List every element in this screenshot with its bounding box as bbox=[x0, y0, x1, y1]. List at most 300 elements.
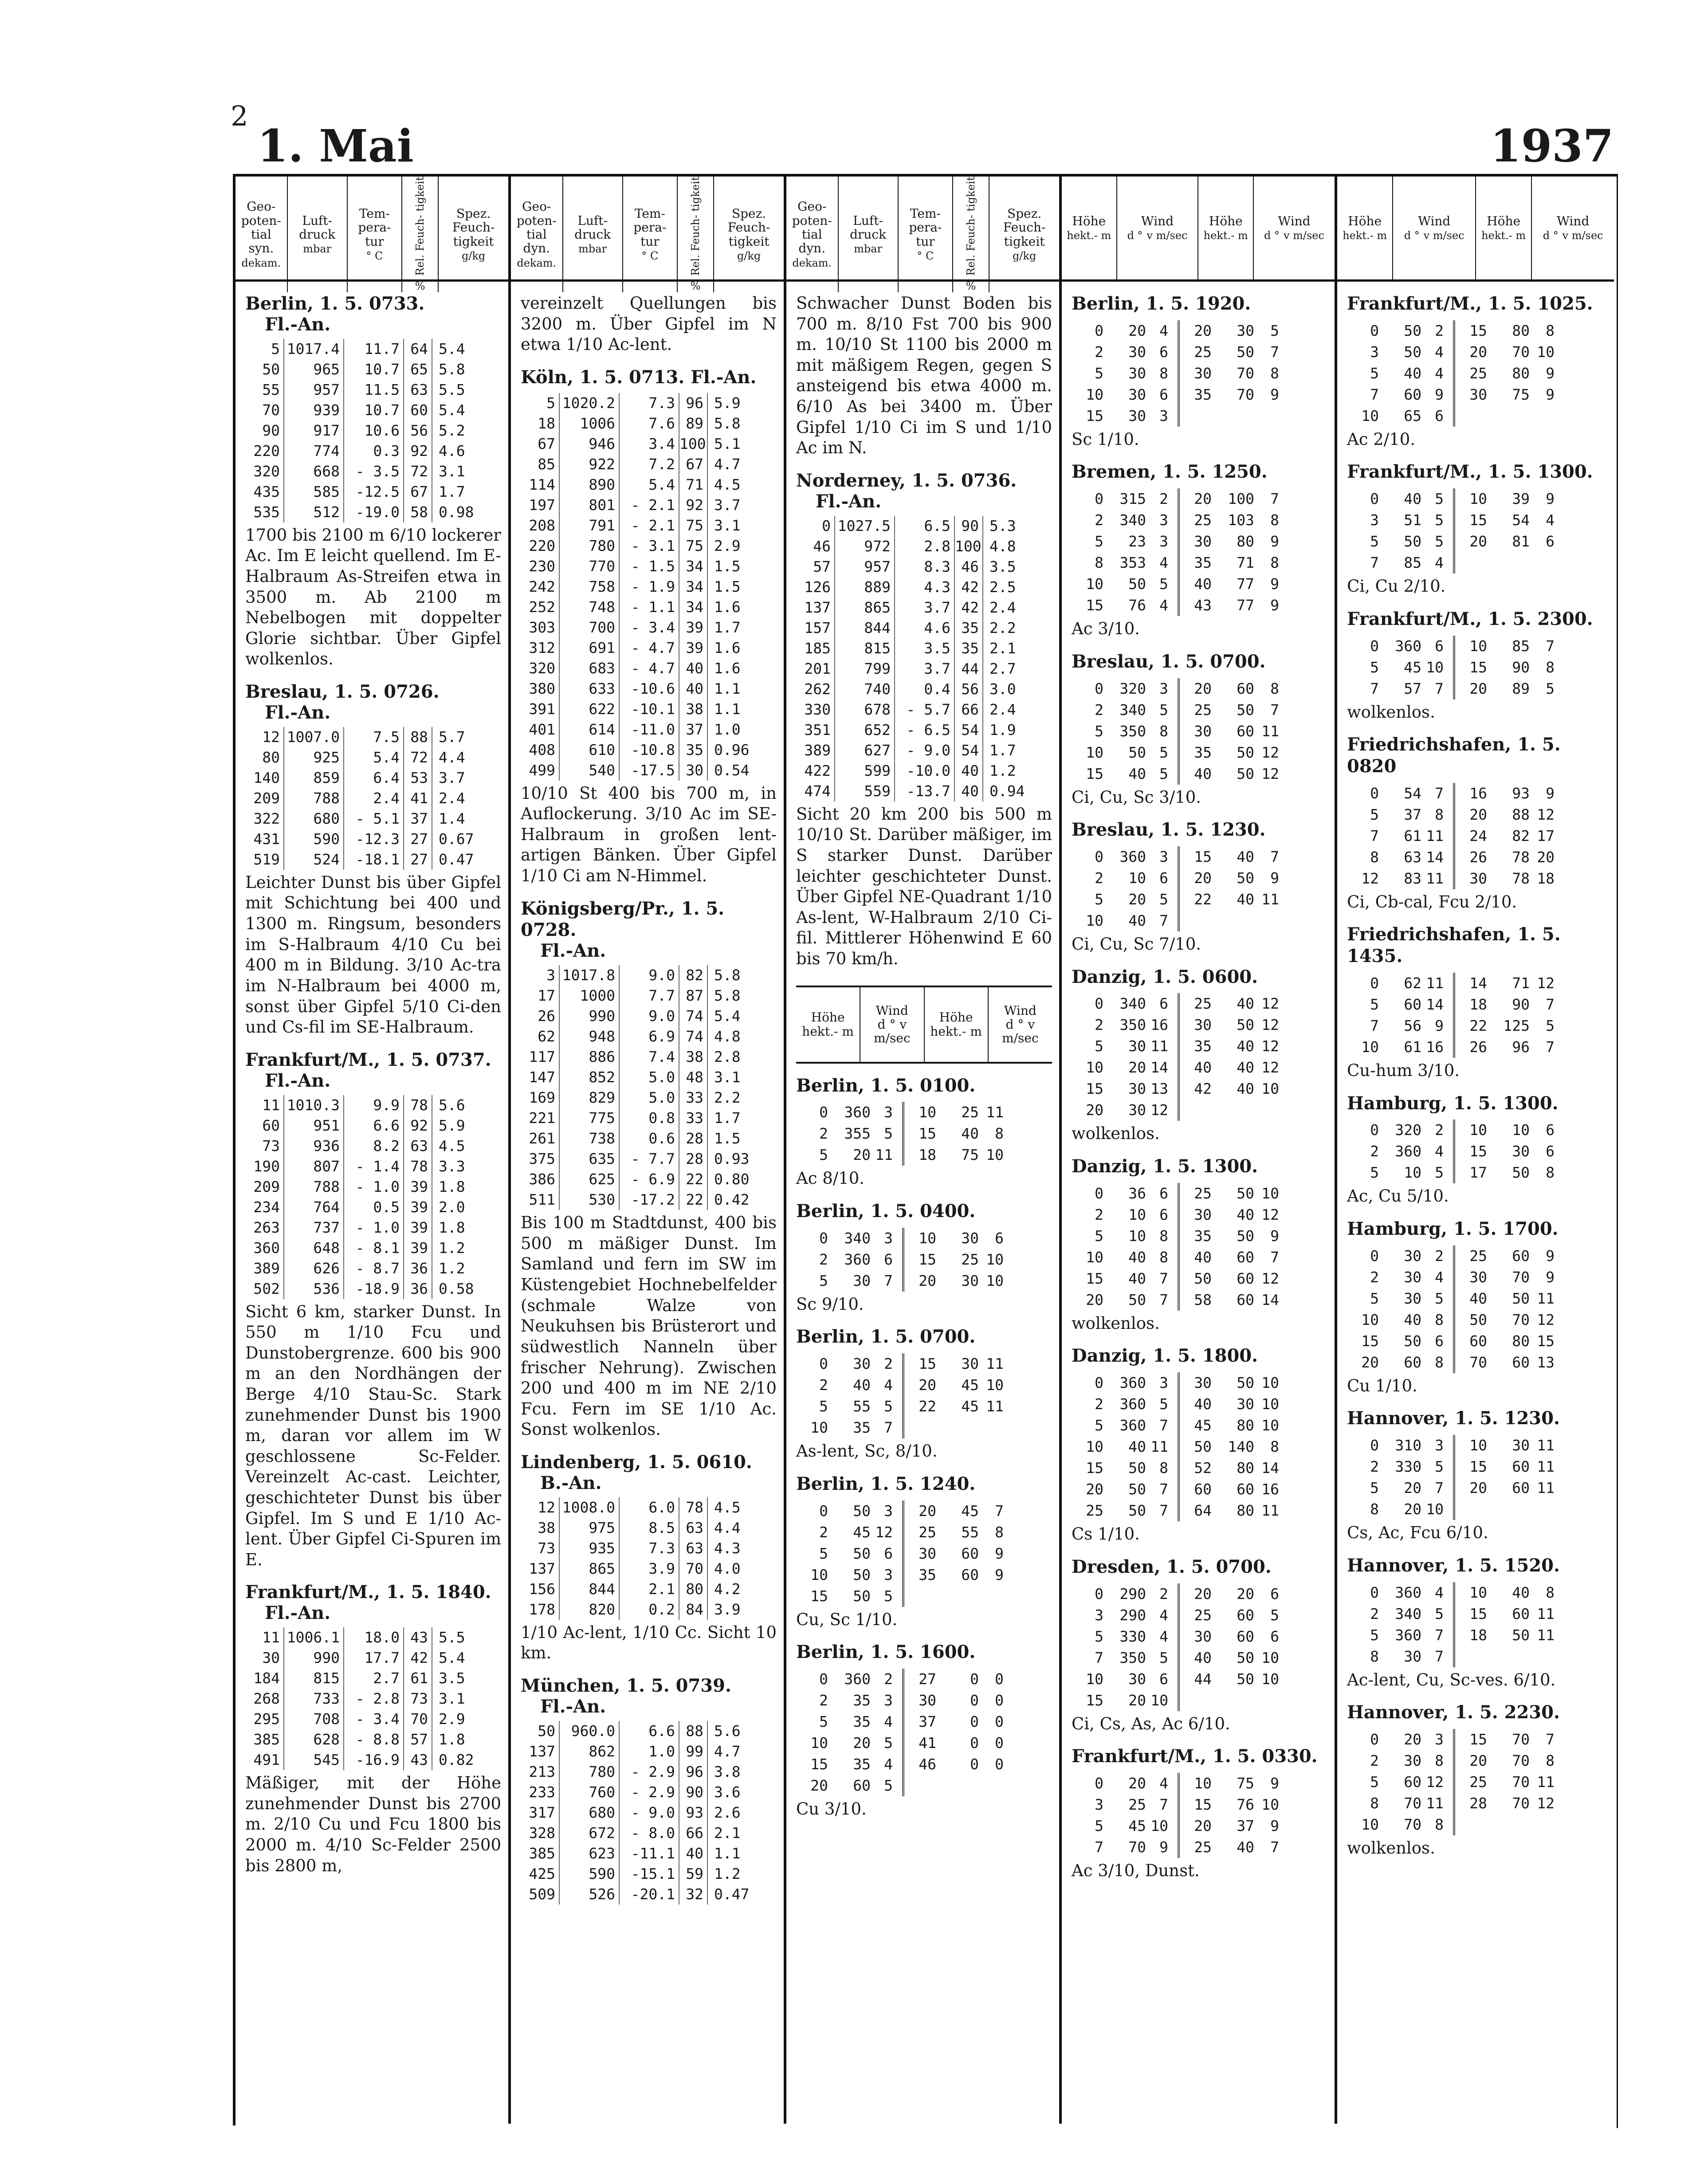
wind-cell: 3 bbox=[1159, 1374, 1168, 1392]
wind-cell: 5 bbox=[884, 1125, 893, 1143]
wind-divider bbox=[1168, 405, 1180, 427]
column-4 bbox=[1062, 177, 1335, 2124]
table-cell: 60 bbox=[404, 400, 432, 420]
wind-cell: 140 bbox=[1228, 1438, 1254, 1456]
wind-cell: 20 bbox=[1361, 1353, 1379, 1371]
wind-cell: 40 bbox=[1404, 364, 1421, 382]
station-title: Frankfurt/M., 1. 5. 0330. bbox=[1072, 1746, 1318, 1767]
wind-cell: 0 bbox=[1095, 848, 1103, 866]
wind-cell: 15 bbox=[919, 1125, 936, 1143]
table-cell: 4.3 bbox=[895, 577, 955, 597]
station-note: Ci, Cs, As, Ac 6/10. bbox=[1072, 1714, 1230, 1733]
wind-cell: 3 bbox=[1159, 680, 1168, 697]
table-cell: 2.7 bbox=[344, 1668, 404, 1689]
wind-cell: 52 bbox=[1194, 1459, 1212, 1477]
table-cell: 48 bbox=[679, 1067, 708, 1088]
table-cell: 7.3 bbox=[620, 393, 679, 413]
wind-cell: 35 bbox=[1194, 1037, 1212, 1055]
wind-cell: 80 bbox=[1237, 533, 1254, 550]
wind-cell: 2 bbox=[1435, 1247, 1444, 1265]
table-cell: 87 bbox=[679, 986, 708, 1006]
wind-cell: 25 bbox=[1469, 364, 1487, 382]
station-title: München, 1. 5. 0739. bbox=[521, 1675, 731, 1696]
wind-cell: 0 bbox=[819, 1502, 828, 1520]
wind-divider bbox=[893, 1732, 904, 1754]
table-cell: - 4.7 bbox=[620, 658, 679, 679]
wind-cell: 8 bbox=[1270, 554, 1279, 572]
wind-table bbox=[1347, 973, 1607, 1058]
wind-cell: 70 bbox=[1512, 1731, 1530, 1748]
wind-divider bbox=[1444, 868, 1455, 889]
table-cell: 30 bbox=[679, 760, 708, 781]
station-title: Berlin, 1. 5. 1600. bbox=[796, 1642, 976, 1663]
wind-cell: 7 bbox=[1159, 1269, 1168, 1287]
table-cell: - 2.8 bbox=[344, 1689, 404, 1709]
wind-cell: 30 bbox=[1128, 1101, 1146, 1119]
wind-cell: 0 bbox=[1095, 1374, 1103, 1392]
table-cell: 389 bbox=[796, 740, 835, 761]
wind-cell bbox=[1455, 1646, 1487, 1667]
unit-dekam: dekam. bbox=[241, 256, 281, 269]
wind-divider bbox=[1444, 1456, 1455, 1477]
wind-cell: 50 bbox=[1512, 1289, 1530, 1307]
wind-cell: 60 bbox=[1404, 996, 1421, 1013]
wind-cell: 11 bbox=[1261, 891, 1279, 908]
station-note: Bis 100 m Stadtdunst, 400 bis 500 m mäßiger Dunst. Im Samland und fern im SW im Küstengebiet Hochnebelfelder (schmale Walze von Neukuhsen bis Brüsterort und südwestlich Nanneln über frischer Nehrung). Zwischen 200 und 400 m im NE 2/10 Fcu. Fern im SE 1/10 Ac. Sonst wolkenlos. bbox=[521, 1213, 777, 1439]
wind-cell: 40 bbox=[1237, 848, 1254, 866]
wind-cell: 3 bbox=[1435, 1731, 1444, 1748]
wind-cell: 4 bbox=[1435, 364, 1444, 382]
table-cell: - 1.5 bbox=[620, 556, 679, 577]
unit-gkg: g/kg bbox=[737, 250, 761, 263]
table-cell: 865 bbox=[560, 1559, 620, 1579]
wind-cell: 30 bbox=[1128, 1037, 1146, 1055]
wind-cell: 5 bbox=[884, 1776, 893, 1794]
wind-cell: 35 bbox=[1194, 743, 1212, 761]
station-title: Hannover, 1. 5. 2230. bbox=[1347, 1702, 1560, 1723]
wind-divider bbox=[1168, 552, 1180, 573]
unit-hektometer: hekt.- m bbox=[1481, 229, 1526, 242]
table-cell: 37 bbox=[404, 809, 432, 829]
wind-cell: 25 bbox=[1194, 511, 1212, 529]
wind-cell: 30 bbox=[1469, 385, 1487, 403]
table-cell: 491 bbox=[245, 1750, 284, 1770]
table-cell: 957 bbox=[835, 557, 895, 577]
wind-divider bbox=[1168, 1415, 1180, 1436]
wind-cell: 70 bbox=[1512, 1752, 1530, 1770]
table-cell: 33 bbox=[679, 1108, 708, 1128]
table-cell: 2.7 bbox=[989, 660, 1016, 677]
table-cell: 0.42 bbox=[714, 1191, 750, 1209]
wind-cell: 7 bbox=[1370, 1017, 1379, 1035]
header-luftdruck: Luft- druck bbox=[299, 213, 336, 242]
wind-cell: 30 bbox=[1404, 1647, 1421, 1665]
wind-cell: 11 bbox=[1426, 974, 1444, 992]
wind-cell: 8 bbox=[1095, 554, 1103, 572]
wind-cell: 16 bbox=[1426, 1038, 1444, 1056]
wind-cell: 60 bbox=[1512, 1353, 1530, 1371]
wind-cell: 30 bbox=[1128, 343, 1146, 361]
wind-cell: 56 bbox=[1404, 1017, 1421, 1035]
wind-cell: 350 bbox=[1119, 1649, 1146, 1666]
wind-divider bbox=[1168, 1289, 1180, 1311]
table-cell: - 5.1 bbox=[344, 809, 404, 829]
wind-cell: 71 bbox=[1237, 554, 1254, 572]
wind-cell: 10 bbox=[1261, 1796, 1279, 1814]
wind-cell: 15 bbox=[1469, 511, 1487, 529]
wind-cell: 5 bbox=[1095, 533, 1103, 550]
wind-cell: 11 bbox=[1426, 1795, 1444, 1812]
table-cell: 27 bbox=[404, 849, 432, 870]
wind-cell: 0 bbox=[819, 1670, 828, 1688]
table-cell: 748 bbox=[560, 597, 620, 617]
wind-cell: 350 bbox=[1119, 722, 1146, 740]
wind-cell: 4 bbox=[1159, 1775, 1168, 1792]
wind-cell: 90 bbox=[1512, 658, 1530, 676]
wind-cell: 50 bbox=[1237, 1649, 1254, 1666]
wind-cell: 11 bbox=[986, 1355, 1004, 1373]
wind-cell: 9 bbox=[995, 1566, 1004, 1583]
table-cell: 39 bbox=[404, 1197, 432, 1218]
station-title: Danzig, 1. 5. 1800. bbox=[1072, 1345, 1258, 1367]
wind-cell bbox=[1455, 1499, 1487, 1520]
wind-table bbox=[1072, 1583, 1327, 1711]
wind-cell: 45 bbox=[961, 1502, 979, 1520]
wind-cell: 40 bbox=[1404, 490, 1421, 508]
wind-cell: 7 bbox=[1095, 1838, 1103, 1856]
table-cell: 92 bbox=[404, 441, 432, 461]
table-cell: 140 bbox=[245, 768, 284, 788]
wind-cell: 37 bbox=[1404, 805, 1421, 823]
wind-cell: 6 bbox=[1435, 407, 1444, 424]
wind-divider bbox=[1168, 1500, 1180, 1521]
wind-cell: 12 bbox=[1261, 1016, 1279, 1034]
table-cell: 5.7 bbox=[439, 728, 465, 746]
wind-cell: 50 bbox=[853, 1566, 871, 1583]
wind-cell: 71 bbox=[1512, 974, 1530, 992]
wind-table bbox=[796, 1353, 1052, 1438]
wind-cell: 8 bbox=[1370, 1795, 1379, 1812]
table-cell: 672 bbox=[560, 1823, 620, 1843]
wind-cell: 35 bbox=[853, 1691, 871, 1709]
wind-cell: 9 bbox=[1159, 1838, 1168, 1856]
wind-cell: 5 bbox=[1095, 1037, 1103, 1055]
wind-cell: 30 bbox=[961, 1272, 979, 1289]
wind-cell: 6 bbox=[1159, 385, 1168, 403]
wind-cell: 63 bbox=[1404, 848, 1421, 866]
station-note: wolkenlos. bbox=[1072, 1124, 1160, 1143]
wind-cell: 10 bbox=[986, 1376, 1004, 1394]
column-5 bbox=[1337, 177, 1614, 2124]
wind-cell: 340 bbox=[1119, 995, 1146, 1013]
table-cell: - 3.4 bbox=[344, 1709, 404, 1729]
wind-cell: 7 bbox=[1370, 827, 1379, 845]
wind-cell: 10 bbox=[1086, 1438, 1103, 1456]
table-cell: 5 bbox=[521, 393, 560, 413]
header-hoehe: Höhe bbox=[1209, 213, 1243, 228]
table-cell: 10.7 bbox=[344, 359, 404, 380]
wind-cell: 0 bbox=[970, 1691, 979, 1709]
table-cell: 648 bbox=[284, 1238, 344, 1258]
station-note: Sc 1/10. bbox=[1072, 429, 1139, 449]
wind-cell: 75 bbox=[1512, 385, 1530, 403]
wind-cell: 10 bbox=[1512, 1121, 1530, 1139]
wind-cell bbox=[1254, 1100, 1279, 1121]
table-cell: 9.9 bbox=[344, 1095, 404, 1116]
wind-cell: 75 bbox=[961, 1146, 979, 1164]
wind-cell: 70 bbox=[1237, 385, 1254, 403]
wind-cell: 8 bbox=[1546, 658, 1555, 676]
wind-cell: 35 bbox=[853, 1713, 871, 1730]
wind-cell: 25 bbox=[1086, 1502, 1103, 1520]
wind-cell: 30 bbox=[1194, 533, 1212, 550]
table-cell: 63 bbox=[679, 1538, 708, 1559]
wind-divider bbox=[1168, 1457, 1180, 1479]
wind-divider bbox=[1168, 699, 1180, 721]
table-cell: 628 bbox=[284, 1729, 344, 1750]
table-cell: 137 bbox=[796, 597, 835, 618]
table-cell: 55 bbox=[245, 380, 284, 400]
wind-cell: 360 bbox=[1119, 848, 1146, 866]
table-cell: 63 bbox=[679, 1518, 708, 1538]
table-cell: - 7.7 bbox=[620, 1149, 679, 1169]
wind-divider bbox=[1168, 1100, 1180, 1121]
table-cell: 530 bbox=[560, 1190, 620, 1210]
column-header bbox=[1062, 177, 1335, 282]
table-cell: 385 bbox=[521, 1843, 560, 1864]
table-cell: -20.1 bbox=[620, 1884, 679, 1905]
wind-divider bbox=[1444, 804, 1455, 825]
station-title: Danzig, 1. 5. 0600. bbox=[1072, 966, 1258, 987]
wind-cell: 20 bbox=[1128, 1775, 1146, 1792]
wind-cell: 0 bbox=[1370, 1121, 1379, 1139]
table-cell: 815 bbox=[835, 638, 895, 659]
wind-cell: 2 bbox=[819, 1250, 828, 1268]
wind-cell: 39 bbox=[1512, 490, 1530, 508]
wind-table bbox=[1347, 1245, 1607, 1373]
wind-divider bbox=[893, 1522, 904, 1543]
wind-cell: 0 bbox=[995, 1713, 1004, 1730]
table-cell: 948 bbox=[560, 1026, 620, 1047]
wind-divider bbox=[1444, 1037, 1455, 1058]
table-cell: 72 bbox=[404, 747, 432, 768]
wind-cell: 45 bbox=[961, 1398, 979, 1415]
wind-cell: 15 bbox=[1469, 658, 1487, 676]
table-cell: 1.7 bbox=[989, 741, 1016, 759]
wind-cell bbox=[1180, 1690, 1212, 1711]
wind-cell: 10 bbox=[1261, 1374, 1279, 1392]
wind-cell: 7 bbox=[1370, 680, 1379, 697]
table-cell: 39 bbox=[679, 617, 708, 638]
wind-divider bbox=[1168, 1226, 1180, 1247]
table-cell: 7.4 bbox=[620, 1047, 679, 1067]
table-cell: 680 bbox=[284, 809, 344, 829]
table-cell: 3.7 bbox=[439, 769, 465, 786]
table-cell: - 6.5 bbox=[895, 720, 955, 740]
wind-cell: 2 bbox=[1095, 1016, 1103, 1034]
wind-cell: 8 bbox=[1159, 722, 1168, 740]
table-cell: 63 bbox=[404, 1136, 432, 1156]
wind-cell: 50 bbox=[1404, 533, 1421, 550]
column-2 bbox=[511, 177, 784, 2124]
wind-cell: 10 bbox=[1261, 1080, 1279, 1098]
table-cell: 38 bbox=[521, 1518, 560, 1538]
wind-cell: 10 bbox=[810, 1419, 828, 1437]
table-cell: 935 bbox=[560, 1538, 620, 1559]
table-cell: 925 bbox=[284, 747, 344, 768]
table-cell: 622 bbox=[560, 699, 620, 719]
wind-cell: 10 bbox=[1086, 743, 1103, 761]
wind-cell: 30 bbox=[919, 1691, 936, 1709]
table-cell: 88 bbox=[679, 1721, 708, 1741]
unit-celsius: ° C bbox=[917, 250, 934, 263]
table-cell: 28 bbox=[679, 1128, 708, 1149]
wind-cell: 54 bbox=[1404, 784, 1421, 802]
table-cell: 303 bbox=[521, 617, 560, 638]
table-cell: 807 bbox=[284, 1156, 344, 1177]
table-cell: - 8.8 bbox=[344, 1729, 404, 1750]
wind-cell: 0 bbox=[1370, 1437, 1379, 1454]
wind-cell: 10 bbox=[810, 1566, 828, 1583]
wind-cell: 50 bbox=[1128, 575, 1146, 593]
table-cell: 652 bbox=[835, 720, 895, 740]
table-cell: 890 bbox=[560, 475, 620, 495]
table-cell: -19.0 bbox=[344, 502, 404, 522]
wind-cell: 20 bbox=[1469, 680, 1487, 697]
wind-cell: 10 bbox=[1086, 1059, 1103, 1076]
wind-cell: 2 bbox=[819, 1125, 828, 1143]
table-cell: 740 bbox=[835, 679, 895, 699]
wind-cell: 340 bbox=[1119, 701, 1146, 719]
wind-cell: 50 bbox=[1237, 1184, 1254, 1202]
table-cell: 5.5 bbox=[439, 1629, 465, 1646]
table-cell: 2.4 bbox=[989, 598, 1016, 616]
table-cell: 1.7 bbox=[714, 1109, 741, 1127]
table-cell: 1.2 bbox=[989, 762, 1016, 779]
table-cell: - 1.0 bbox=[344, 1218, 404, 1238]
wind-cell: 2 bbox=[884, 1670, 893, 1688]
wind-cell: 50 bbox=[1512, 1626, 1530, 1644]
wind-cell: 40 bbox=[1237, 995, 1254, 1013]
wind-cell: 5 bbox=[1370, 1626, 1379, 1644]
wind-cell: 14 bbox=[1426, 848, 1444, 866]
wind-divider bbox=[893, 1501, 904, 1522]
table-cell: 0.47 bbox=[714, 1885, 750, 1903]
header-wind: Wind bbox=[1278, 213, 1311, 228]
wind-cell: 50 bbox=[1237, 1016, 1254, 1034]
table-cell: 114 bbox=[521, 475, 560, 495]
table-cell: 96 bbox=[679, 393, 708, 413]
table-cell: 60 bbox=[245, 1116, 284, 1136]
column-body bbox=[1062, 282, 1335, 1882]
wind-cell: 20 bbox=[1128, 322, 1146, 339]
wind-cell: 5 bbox=[819, 1544, 828, 1562]
table-cell: 680 bbox=[560, 1803, 620, 1823]
table-cell: - 2.9 bbox=[620, 1762, 679, 1782]
header-rel-feuchtigkeit: Rel. Feuch- tigkeit bbox=[413, 177, 426, 276]
wind-cell: 8 bbox=[1546, 1164, 1555, 1182]
wind-cell: 360 bbox=[844, 1250, 871, 1268]
table-cell: - 1.4 bbox=[344, 1156, 404, 1177]
wind-cell: 20 bbox=[1404, 1501, 1421, 1518]
wind-divider bbox=[1168, 363, 1180, 384]
table-cell: 18 bbox=[521, 413, 560, 434]
wind-cell: 50 bbox=[1237, 701, 1254, 719]
wind-table bbox=[1347, 1582, 1607, 1667]
wind-cell: 60 bbox=[1237, 1481, 1254, 1498]
station-note: wolkenlos. bbox=[1072, 1313, 1160, 1333]
wind-divider bbox=[893, 1396, 904, 1417]
wind-divider bbox=[1444, 1646, 1455, 1667]
wind-cell bbox=[904, 1775, 936, 1796]
wind-cell: 60 bbox=[1512, 1479, 1530, 1497]
table-cell: - 9.0 bbox=[895, 740, 955, 761]
wind-cell bbox=[1254, 405, 1279, 427]
wind-cell: 50 bbox=[1237, 343, 1254, 361]
table-cell: 57 bbox=[796, 557, 835, 577]
table-cell: 524 bbox=[284, 849, 344, 870]
wind-cell: 30 bbox=[1404, 1752, 1421, 1770]
wind-cell: 35 bbox=[853, 1419, 871, 1437]
table-cell: 3.4 bbox=[620, 434, 679, 454]
table-cell: 3.0 bbox=[989, 680, 1016, 698]
ascent-type: Fl.-An. bbox=[816, 491, 882, 512]
table-cell: 939 bbox=[284, 400, 344, 420]
wind-divider bbox=[893, 1543, 904, 1564]
wind-cell: 12 bbox=[1537, 1311, 1555, 1328]
wind-cell: 15 bbox=[1086, 765, 1103, 782]
station-note: 1700 bis 2100 m 6/10 lockerer Ac. Im E leicht quellend. Im E-Halbraum As-Streifen etwa in 3500 m. Ab 2100 m Nebelbogen mit doppelter Glorie sichtbar. Über Gipfel wolkenlos. bbox=[245, 525, 501, 669]
wind-cell: 360 bbox=[1119, 1374, 1146, 1392]
station-note: wolkenlos. bbox=[1347, 702, 1435, 722]
wind-cell: 20 bbox=[1086, 1291, 1103, 1308]
wind-cell: 9 bbox=[1270, 597, 1279, 614]
table-cell: 88 bbox=[404, 727, 432, 747]
wind-cell: 81 bbox=[1512, 533, 1530, 550]
wind-cell: 30 bbox=[1194, 364, 1212, 382]
table-cell: 1027.5 bbox=[835, 516, 895, 536]
table-cell: 2.2 bbox=[714, 1089, 741, 1107]
wind-cell: 10 bbox=[1361, 407, 1379, 424]
header-unit: v m/sec bbox=[874, 1017, 911, 1046]
unit-mbar: mbar bbox=[303, 243, 332, 255]
table-cell: -10.8 bbox=[620, 740, 679, 760]
wind-cell bbox=[936, 1586, 979, 1607]
wind-cell: 40 bbox=[1194, 1649, 1212, 1666]
wind-cell: 3 bbox=[1159, 533, 1168, 550]
station-note: Ci, Cu 2/10. bbox=[1347, 577, 1446, 596]
table-cell: 0.2 bbox=[620, 1599, 679, 1620]
wind-cell: 14 bbox=[1261, 1459, 1279, 1477]
wind-cell: 9 bbox=[1546, 784, 1555, 802]
unit-direction: d ° bbox=[1543, 229, 1559, 242]
wind-cell: 40 bbox=[1128, 1438, 1146, 1456]
table-cell: 85 bbox=[521, 454, 560, 475]
wind-cell: 0 bbox=[1370, 1583, 1379, 1601]
table-cell: 220 bbox=[521, 536, 560, 556]
wind-cell: 3 bbox=[884, 1691, 893, 1709]
wind-cell: 2 bbox=[819, 1523, 828, 1541]
table-cell: 70 bbox=[404, 1709, 432, 1729]
wind-cell: 70 bbox=[1512, 1311, 1530, 1328]
wind-divider bbox=[1168, 1078, 1180, 1100]
wind-cell: 9 bbox=[1270, 533, 1279, 550]
wind-cell bbox=[1212, 405, 1254, 427]
table-cell: 829 bbox=[560, 1088, 620, 1108]
wind-cell: 10 bbox=[986, 1250, 1004, 1268]
station-note: Cu-hum 3/10. bbox=[1347, 1061, 1460, 1080]
sounding-table bbox=[521, 965, 777, 1210]
